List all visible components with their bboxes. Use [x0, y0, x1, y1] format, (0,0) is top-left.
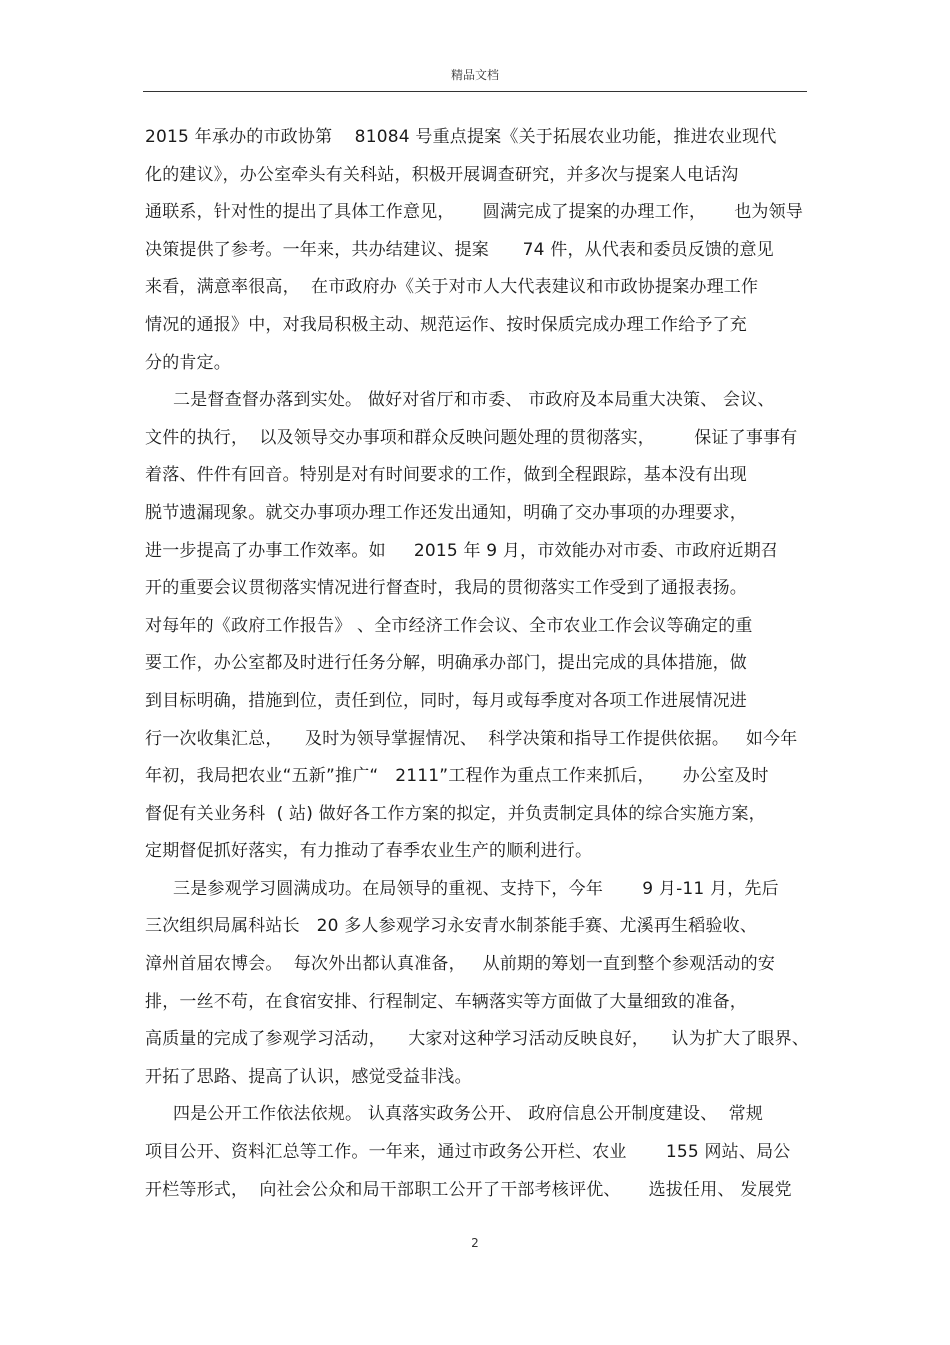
text-line: 对每年的《政府工作报告》 、全市经济工作会议、全市农业工作会议等确定的重 — [145, 615, 753, 636]
text-line: 开的重要会议贯彻落实情况进行督查时，我局的贯彻落实工作受到了通报表扬。 — [145, 578, 747, 599]
text-line: 三次组织局属科站长 20 多人参观学习永安青水制茶能手赛、尤溪再生稻验收、 — [145, 916, 758, 937]
text-line: 来看，满意率很高， 在市政府办《关于对市人大代表建议和市政协提案办理工作 — [145, 277, 759, 298]
text-line: 进一步提高了办事工作效率。如 2015 年 9 月，市效能办对市委、市政府近期召 — [145, 540, 779, 561]
text-line: 化的建议》，办公室牵头有关科站，积极开展调查研究，并多次与提案人电话沟 — [145, 164, 739, 185]
text-line: 项目公开、资料汇总等工作。一年来，通过市政务公开栏、农业 155 网站、局公 — [145, 1142, 791, 1163]
header-divider — [143, 91, 807, 92]
text-line: 着落、件件有回音。特别是对有时间要求的工作，做到全程跟踪，基本没有出现 — [145, 465, 747, 486]
text-line: 行一次收集汇总， 及时为领导掌握情况、 科学决策和指导工作提供依据。 如今年 — [145, 728, 798, 749]
text-line: 督促有关业务科 ( 站) 做好各工作方案的拟定，并负责制定具体的综合实施方案， — [145, 803, 766, 824]
document-body — [145, 119, 815, 1209]
text-line: 开栏等形式， 向社会公众和局干部职工公开了干部考核评优、 选拔任用、 发展党 — [145, 1179, 792, 1200]
text-line: 决策提供了参考。一年来，共办结建议、提案 74 件，从代表和委员反馈的意见 — [145, 239, 774, 260]
text-line: 开拓了思路、提高了认识，感觉受益非浅。 — [145, 1066, 472, 1087]
text-line: 四是公开工作依法依规。 认真落实政务公开、 政府信息公开制度建设、 常规 — [145, 1104, 764, 1125]
text-line: 要工作，办公室都及时进行任务分解，明确承办部门，提出完成的具体措施，做 — [145, 653, 747, 674]
text-line: 到目标明确，措施到位，责任到位，同时，每月或每季度对各项工作进展情况进 — [145, 690, 747, 711]
text-line: 脱节遗漏现象。就交办事项办理工作还发出通知，明确了交办事项的办理要求， — [145, 502, 747, 523]
page-header: 精品文档 — [450, 68, 499, 82]
text-line: 文件的执行， 以及领导交办事项和群众反映问题处理的贯彻落实， 保证了事事有 — [145, 427, 798, 448]
text-line: 二是督查督办落到实处。 做好对省厅和市委、 市政府及本局重大决策、 会议、 — [145, 390, 775, 411]
text-line: 三是参观学习圆满成功。在局领导的重视、支持下，今年 9 月-11 月，先后 — [145, 878, 779, 899]
text-line: 情况的通报》中，对我局积极主动、规范运作、按时保质完成办理工作给予了充 — [145, 314, 747, 335]
page-number: 2 — [471, 1236, 479, 1250]
text-line: 2015 年承办的市政协第 81084 号重点提案《关于拓展农业功能，推进农业现代 — [145, 127, 777, 147]
text-line: 漳州首届农博会。 每次外出都认真准备， 从前期的筹划一直到整个参观活动的安 — [145, 954, 776, 975]
text-line: 分的肯定。 — [145, 352, 231, 373]
text-line: 高质量的完成了参观学习活动， 大家对这种学习活动反映良好， 认为扩大了眼界、 — [145, 1029, 810, 1050]
text-line: 定期督促抓好落实，有力推动了春季农业生产的顺利进行。 — [145, 841, 593, 862]
text-line: 通联系，针对性的提出了具体工作意见， 圆满完成了提案的办理工作， 也为领导 — [145, 202, 804, 223]
text-line: 年初，我局把农业“五新”推广“ 2111”工程作为重点工作来抓后， 办公室及时 — [145, 766, 769, 787]
text-line: 排，一丝不苟，在食宿安排、行程制定、车辆落实等方面做了大量细致的准备， — [145, 991, 747, 1012]
